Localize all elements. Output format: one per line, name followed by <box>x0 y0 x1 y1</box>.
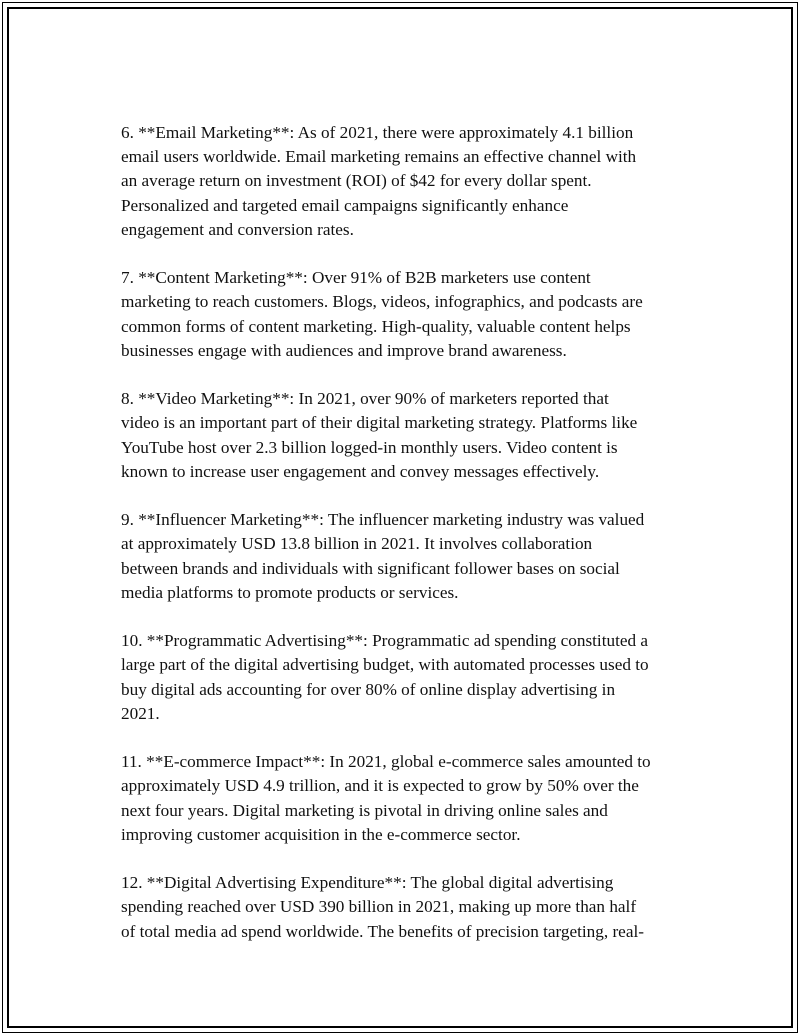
paragraph-content-marketing: 7. **Content Marketing**: Over 91% of B2B marketers use content marketing to reach customers. Blogs, videos, infographics, and podcasts are common forms of content marketing. High-quality, valuable content helps businesses engage with audiences and improve brand awareness. <box>121 268 643 360</box>
paragraph-digital-advertising-expenditure: 12. **Digital Advertising Expenditure**: The global digital advertising spending reached over USD 390 billion in 2021, making up more than half of total media ad spend worldwide. The benefits of precision targeting, real- <box>121 873 644 941</box>
paragraph-email-marketing: 6. **Email Marketing**: As of 2021, there were approximately 4.1 billion email users worldwide. Email marketing remains an effective channel with an average return on investment (ROI) of $42 for every dollar spent. Personalized and targeted email campaigns significantly enhance engagement and conversion rates. <box>121 123 637 239</box>
paragraph-influencer-marketing: 9. **Influencer Marketing**: The influencer marketing industry was valued at approximately USD 13.8 billion in 2021. It involves collaboration between brands and individuals with significant follower bases on social media platforms to promote products or services. <box>121 510 645 602</box>
document-body <box>121 121 696 968</box>
paragraph-video-marketing: 8. **Video Marketing**: In 2021, over 90% of marketers reported that video is an important part of their digital marketing strategy. Platforms like YouTube host over 2.3 billion logged-in monthly users. Video content is known to increase user engagement and convey messages effectively. <box>121 389 638 481</box>
paragraph-programmatic-advertising: 10. **Programmatic Advertising**: Programmatic ad spending constituted a large part of the digital advertising budget, with automated processes used to buy digital ads accounting for over 80% of online display advertising in 2021. <box>121 631 649 723</box>
document-page <box>2 2 798 1033</box>
paragraph-ecommerce-impact: 11. **E-commerce Impact**: In 2021, global e-commerce sales amounted to approximately USD 4.9 trillion, and it is expected to grow by 50% over the next four years. Digital marketing is pivotal in driving online sales and improving customer acquisition in the e-commerce sector. <box>121 752 651 844</box>
